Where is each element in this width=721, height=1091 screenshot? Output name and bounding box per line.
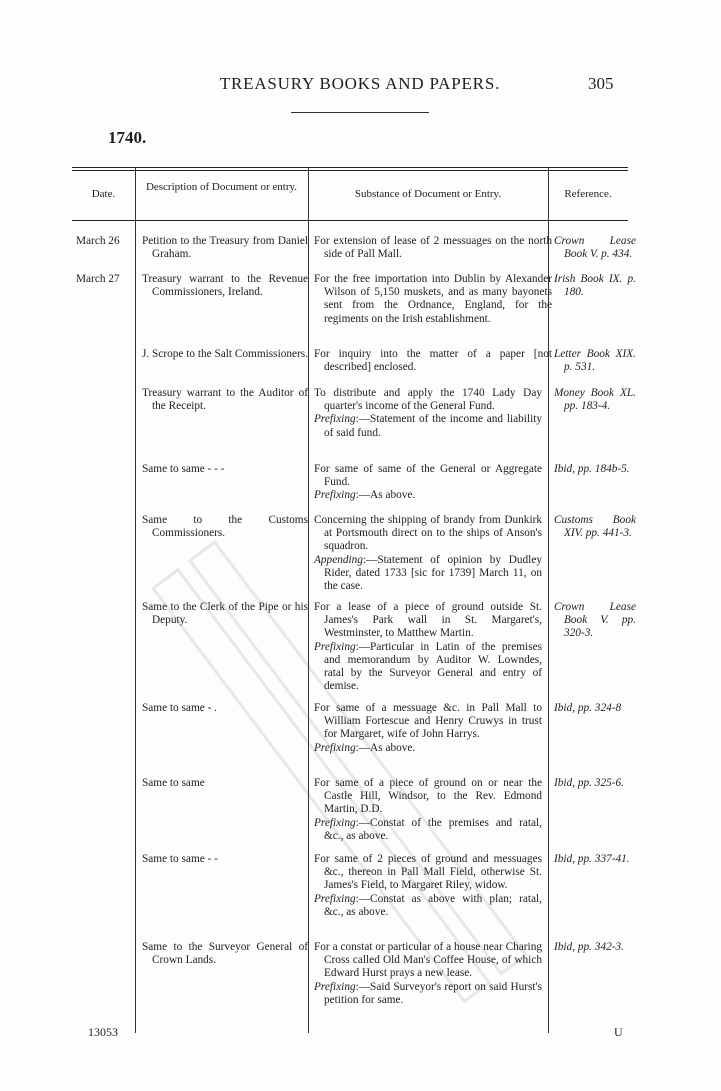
- table-top-rule: [72, 167, 628, 171]
- entry-note: [314, 981, 542, 1007]
- entry-description: Same to same - - -: [142, 463, 225, 475]
- column-divider: [135, 167, 136, 1033]
- entry-substance: For inquiry into the matter of a paper [not described] enclosed.: [314, 348, 552, 374]
- header-substance: Substance of Document or Entry.: [354, 188, 502, 200]
- entry-description: Petition to the Treasury from Daniel Graham.: [142, 235, 308, 261]
- year-heading: 1740.: [108, 128, 147, 147]
- header-rule: [291, 112, 429, 113]
- note-label: Prefixing: [314, 640, 356, 653]
- note-text: :—Constat as above with plan; ratal, &c., as above.: [324, 892, 542, 918]
- entry-reference: Customs Book XIV. pp. 441-3.: [554, 514, 636, 540]
- note-label: Prefixing: [314, 892, 356, 905]
- entry-reference: Money Book XL. pp. 183-4.: [554, 387, 636, 413]
- entry-substance: For same of 2 pieces of ground and messuages &c., thereon in Pall Mall Field, otherwise St. James's Field, to Margaret Riley, widow.: [314, 853, 542, 892]
- entry-substance: To distribute and apply the 1740 Lady Day quarter's income of the General Fund.: [314, 387, 542, 413]
- note-label: Prefixing: [314, 413, 356, 426]
- page-number: 305: [588, 74, 614, 93]
- note-text: :—As above.: [355, 741, 416, 754]
- note-text: :—Statement of opinion by Dudley Rider, dated 1733 [sic for 1739] March 11, on the case.: [324, 553, 542, 593]
- entry-description: Same to the Customs Commissioners.: [142, 514, 308, 540]
- note-label: Prefixing: [314, 489, 356, 502]
- entry-description: Same to same - -: [142, 853, 218, 865]
- header-description: Description of Document or entry.: [145, 181, 298, 193]
- entry-reference: Crown Lease Book V. pp. 320-3.: [554, 601, 636, 640]
- entry-note: [314, 554, 542, 594]
- entry-note: [314, 893, 542, 919]
- entry-note: [314, 817, 542, 843]
- gathering-mark: U: [614, 1025, 623, 1039]
- entry-reference: Ibid, pp. 325-6.: [554, 777, 624, 789]
- note-text: :—Constat of the premises and ratal, &c., as above.: [324, 816, 542, 842]
- header-reference: Reference.: [564, 188, 612, 200]
- entry-description: Treasury warrant to the Auditor of the Receipt.: [142, 387, 308, 413]
- entry-substance: For same of a piece of ground on or near the Castle Hill, Windsor, to the Rev. Edmond Martin, D.D.: [314, 777, 542, 816]
- note-label: Prefixing: [314, 980, 356, 993]
- entry-reference: Ibid, pp. 342-3.: [554, 941, 624, 953]
- entry-description: Same to same - .: [142, 702, 217, 714]
- entry-note: [314, 742, 542, 755]
- column-divider: [308, 167, 309, 1033]
- running-title: TREASURY BOOKS AND PAPERS.: [219, 74, 501, 93]
- entry-note: [314, 489, 542, 502]
- entry-date: March 26: [76, 235, 120, 247]
- entry-substance: For the free importation into Dublin by Alexander Wilson of 5,150 muskets, and as many bayonets sent from the Ordnance, England, for the regiments on the Irish establishment.: [314, 273, 552, 325]
- note-label: Appending: [314, 553, 363, 566]
- note-label: Prefixing: [314, 816, 356, 829]
- entry-substance: For a constat or particular of a house near Charing Cross called Old Man's Coffee House, of which Edward Hurst prays a new lease.: [314, 941, 542, 980]
- entry-reference: Ibid, pp. 337-41.: [554, 853, 630, 865]
- note-text: :—Said Surveyor's report on said Hurst's petition for same.: [324, 980, 542, 1006]
- entry-note: [314, 641, 542, 694]
- entry-description: Same to same: [142, 777, 205, 789]
- entry-reference: Letter Book XIX. p. 531.: [554, 348, 636, 374]
- note-text: :—As above.: [355, 489, 416, 502]
- entry-description: J. Scrope to the Salt Commissioners.: [142, 348, 308, 360]
- entry-reference: Irish Book IX. p. 180.: [554, 273, 636, 299]
- entry-description: Same to the Surveyor General of Crown Lands.: [142, 941, 308, 967]
- entry-description: Same to the Clerk of the Pipe or his Deputy.: [142, 601, 308, 627]
- note-text: :—Statement of the income and liability of said fund.: [324, 413, 542, 439]
- page-header: [0, 74, 721, 98]
- entry-substance: Concerning the shipping of brandy from Dunkirk at Portsmouth direct on to the ships of Anson's squadron.: [314, 514, 542, 553]
- entry-substance: For same of a messuage &c. in Pall Mall to William Fortescue and Henry Cruwys in trust for Margaret, wife of John Harrys.: [314, 702, 542, 741]
- entry-note: [314, 413, 542, 439]
- note-label: Prefixing: [314, 741, 356, 754]
- entry-date: March 27: [76, 273, 120, 285]
- entry-substance: For same of same of the General or Aggregate Fund.: [314, 463, 542, 489]
- entry-reference: Ibid, pp. 184b-5.: [554, 463, 630, 475]
- entry-description: Treasury warrant to the Revenue Commissioners, Ireland.: [142, 273, 308, 299]
- table-header-rule: [72, 220, 628, 221]
- printer-signature: 13053: [88, 1025, 118, 1039]
- calendar-table: [72, 167, 636, 1033]
- entry-reference: Crown Lease Book V. p. 434.: [554, 235, 636, 261]
- header-date: Date.: [91, 188, 116, 200]
- entry-substance: For extension of lease of 2 messuages on the north side of Pall Mall.: [314, 235, 552, 261]
- note-text: :—Particular in Latin of the premises and memorandum by Auditor W. Lowndes, ratal by the Surveyor General and entry of demise.: [324, 640, 542, 693]
- entry-substance: For a lease of a piece of ground outside St. James's Park wall in St. Margaret's, Westminster, to Matthew Martin.: [314, 601, 542, 640]
- entry-reference: Ibid, pp. 324-8: [554, 702, 622, 714]
